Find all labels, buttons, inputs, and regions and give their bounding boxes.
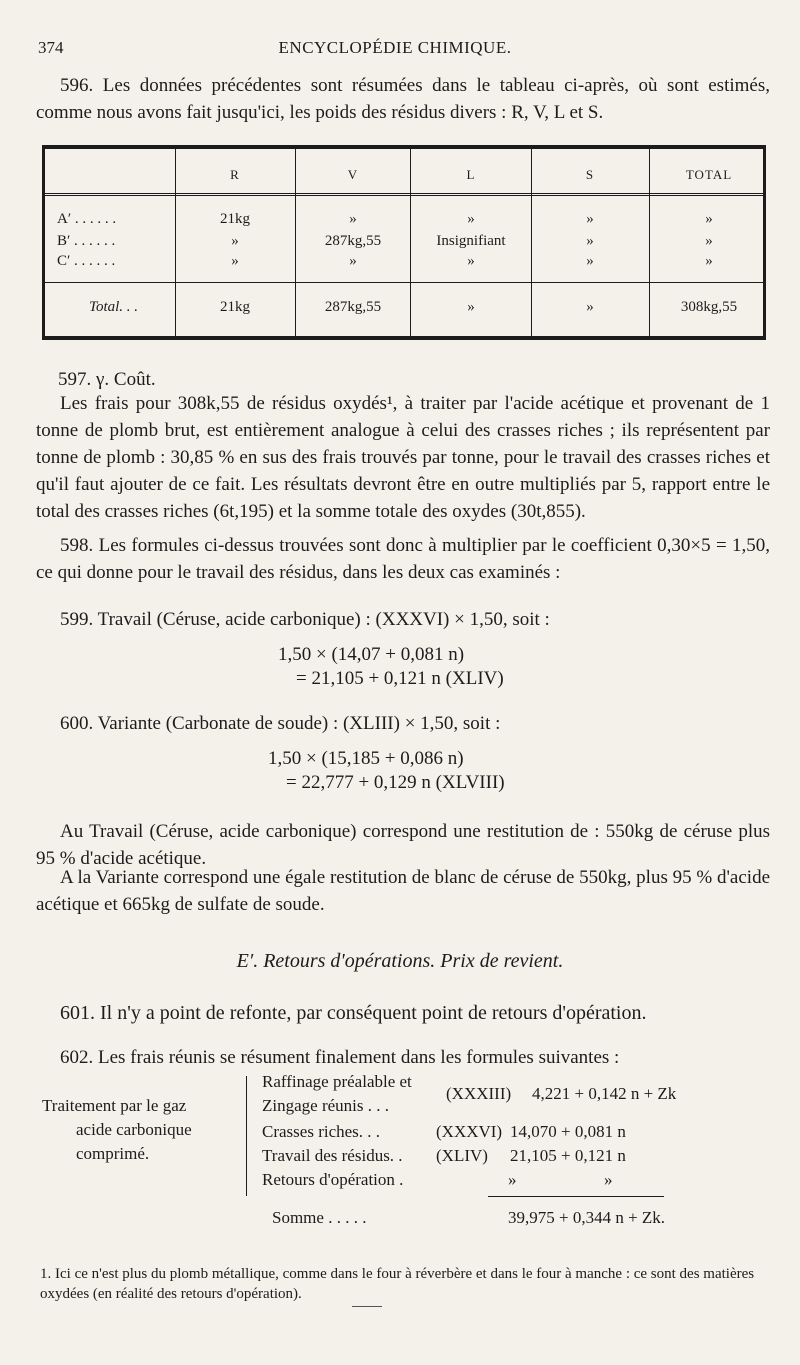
table-cell: 21kg — [220, 299, 250, 315]
end-rule — [352, 1306, 382, 1307]
table-header: V — [347, 167, 359, 182]
paragraph-599: 599. Travail (Céruse, acide carbonique) : (XXXVI) × 1,50, soit : — [60, 609, 550, 630]
summary-item-formula: » — [604, 1170, 613, 1189]
table-header: L — [466, 167, 476, 182]
table-cell: » — [586, 253, 594, 269]
summary-side-label: Traitement par le gaz — [42, 1096, 187, 1115]
total-label: Total. . . — [89, 299, 139, 315]
summary-item-label: Crasses riches. . . — [262, 1122, 381, 1141]
table-cell: » — [586, 211, 594, 227]
summary-item-label: Travail des résidus. . — [262, 1146, 403, 1165]
table-cell: » — [586, 233, 594, 249]
table-cell: » — [586, 299, 594, 315]
page-number: 374 — [38, 38, 64, 57]
summary-item-ref: (XXXVI) — [436, 1122, 503, 1141]
table-cell: » — [231, 253, 239, 269]
restitution-travail: Au Travail (Céruse, acide carbonique) correspond une restitution de : 550kg de céruse plus 95 % d'acide acétique. — [36, 821, 770, 869]
paragraph-number: 596. — [60, 75, 94, 96]
table-cell: 308kg,55 — [680, 299, 738, 315]
paragraph-602: 602. Les frais réunis se résument finalement dans les formules suivantes : — [60, 1047, 620, 1068]
formula-599-a: 1,50 × (14,07 + 0,081 n) — [278, 644, 465, 665]
sum-value: 39,975 + 0,344 n + Zk. — [508, 1208, 666, 1227]
footnote: 1. Ici ce n'est plus du plomb métallique, comme dans le four à réverbère et dans le four à manche : ce sont des matières oxydées (en réalité des retours d'opération). — [40, 1266, 755, 1302]
table-cell: 287kg,55 — [324, 233, 382, 249]
table-cell: » — [705, 233, 713, 249]
summary-item-label: Raffinage préalable et — [262, 1072, 412, 1091]
table-cell: Insignifiant — [436, 233, 506, 249]
page-header — [30, 38, 760, 62]
paragraph-598: 598. Les formules ci-dessus trouvées sont donc à multiplier par le coefficient 0,30×5 = 1,50, ce qui donne pour le travail des résidus, dans les deux cas examinés : — [36, 535, 770, 583]
row-label: A′ . . . . . . — [57, 211, 117, 227]
table-cell: 21kg — [220, 211, 250, 227]
summary-item-formula: 4,221 + 0,142 n + Zk — [532, 1084, 677, 1103]
formula-600-b: = 22,777 + 0,129 n (XLVIII) — [286, 772, 505, 793]
table-cell: » — [467, 211, 475, 227]
sum-label: Somme . . . . . — [272, 1208, 367, 1227]
table-cell: » — [705, 211, 713, 227]
paragraph-600: 600. Variante (Carbonate de soude) : (XLIII) × 1,50, soit : — [60, 713, 501, 734]
paragraph-597: Les frais pour 308k,55 de résidus oxydés¹, à traiter par l'acide acétique et provenant de 1 tonne de plomb brut, est entièrement analogue à celui des crasses riches ; ils représentent par tonne de plomb : 30,85 % en sus des frais trouvés par tonne, pour le travail des crasses riches et qu'il faut ajouter de ce fait. Les résultats devront être en outre multipliés par 5, rapport entre le total des crasses riches (6t,195) et la somme totale des oxydes (30t,855). — [36, 393, 770, 522]
table-cell: » — [467, 253, 475, 269]
formula-599-b: = 21,105 + 0,121 n (XLIV) — [296, 668, 504, 689]
formula-600-a: 1,50 × (15,185 + 0,086 n) — [268, 748, 464, 769]
summary-side-label: acide carbonique — [76, 1120, 192, 1139]
summary-side-label: comprimé. — [76, 1144, 150, 1163]
summary-item-formula: 21,105 + 0,121 n — [510, 1146, 626, 1165]
summary-item-label: Zingage réunis . . . — [262, 1096, 389, 1115]
table-cell: » — [705, 253, 713, 269]
table-cell: » — [349, 211, 357, 227]
sum-rule — [488, 1196, 664, 1197]
table-header: TOTAL — [685, 167, 733, 182]
summary-item-formula: 14,070 + 0,081 n — [510, 1122, 626, 1141]
table-cell: » — [467, 299, 475, 315]
table-header: R — [230, 167, 240, 182]
table-cell: » — [231, 233, 239, 249]
residue-table — [42, 145, 766, 340]
paragraph-text: Les données précédentes sont résumées dans le tableau ci-après, où sont estimés, comme nous avons fait jusqu'ici, les poids des résidus divers : R, V, L et S. — [36, 75, 770, 123]
paragraph-596 — [36, 72, 770, 126]
paragraph-597-title: 597. γ. Coût. — [58, 369, 156, 390]
row-label: B′ . . . . . . — [57, 233, 116, 249]
running-title: ENCYCLOPÉDIE CHIMIQUE. — [278, 38, 512, 57]
table-cell: » — [349, 253, 357, 269]
summary-item-ref: » — [508, 1170, 517, 1189]
restitution-variante: A la Variante correspond une égale restitution de blanc de céruse de 550kg, plus 95 % d'acide acétique et 665kg de sulfate de soude. — [36, 867, 770, 915]
table-header: S — [585, 167, 595, 182]
row-label: C′ . . . . . . — [57, 253, 116, 269]
paragraph-601: 601. Il n'y a point de refonte, par conséquent point de retours d'opération. — [60, 1002, 647, 1024]
summary-item-ref: (XLIV) — [436, 1146, 488, 1165]
table-cell: 287kg,55 — [324, 299, 382, 315]
section-heading: E′. Retours d'opérations. Prix de revient. — [236, 950, 564, 972]
brace — [246, 1076, 247, 1196]
summary-item-ref: (XXXIII) — [446, 1084, 512, 1103]
summary-item-label: Retours d'opération . — [262, 1170, 404, 1189]
